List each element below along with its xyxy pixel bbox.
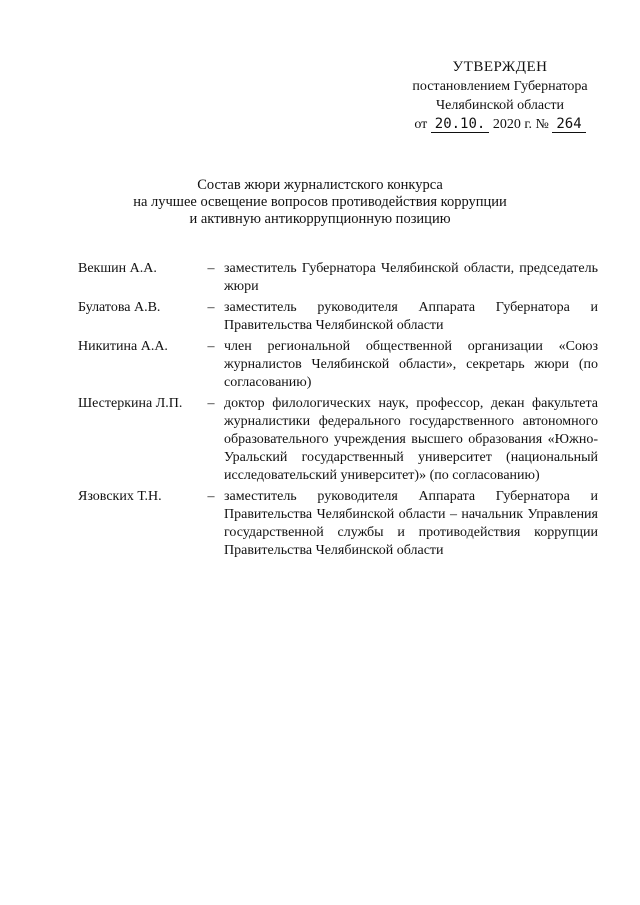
member-name: Булатова А.В. — [78, 300, 161, 315]
approval-number: 264 — [552, 116, 585, 133]
document-title-line-2: на лучшее освещение вопросов противодействия коррупции — [133, 194, 507, 210]
member-dash: – — [207, 489, 215, 504]
approval-line-2: Челябинской области — [436, 98, 564, 113]
member-role: заместитель руководителя Аппарата Губернатора и Правительства Челябинской области — [224, 300, 598, 333]
approval-year-label: 2020 г. № — [492, 117, 549, 132]
member-role: член региональной общественной организации «Союз журналистов Челябинской области», секретарь жюри (по согласованию) — [224, 339, 598, 390]
member-row — [78, 338, 598, 392]
approval-date: 20.10. — [431, 116, 490, 133]
approval-date-line — [400, 115, 600, 134]
member-dash: – — [207, 339, 215, 354]
member-role: заместитель Губернатора Челябинской области, председатель жюри — [224, 261, 598, 294]
member-role: заместитель руководителя Аппарата Губернатора и Правительства Челябинской области – начальник Управления государственной службы и противодействия коррупции Правительства Челябинской области — [224, 489, 598, 558]
approval-from-label: от — [414, 117, 428, 132]
member-role: доктор филологических наук, профессор, декан факультета журналистики федерального государственного автономного образовательного учреждения высшего образования «Южно-Уральский государственный университет (национальный исследовательский университет)» (по согласованию) — [224, 396, 598, 483]
member-row — [78, 395, 598, 485]
document-title-line-1: Состав жюри журналистского конкурса — [197, 177, 443, 193]
document-title — [0, 177, 640, 228]
document-title-line-3: и активную антикоррупционную позицию — [189, 211, 451, 227]
jury-members-list — [78, 260, 598, 563]
member-name: Шестеркина Л.П. — [78, 396, 183, 411]
member-row — [78, 299, 598, 335]
member-name: Никитина А.А. — [78, 339, 168, 354]
member-dash: – — [207, 300, 215, 315]
approval-title: УТВЕРЖДЕН — [452, 59, 548, 75]
member-name: Язовских Т.Н. — [78, 489, 162, 504]
member-dash: – — [207, 261, 215, 276]
approval-line-1: постановлением Губернатора — [412, 79, 588, 94]
member-row — [78, 488, 598, 560]
member-name: Векшин А.А. — [78, 261, 157, 276]
approval-block — [400, 58, 600, 134]
member-dash: – — [207, 396, 215, 411]
member-row — [78, 260, 598, 296]
